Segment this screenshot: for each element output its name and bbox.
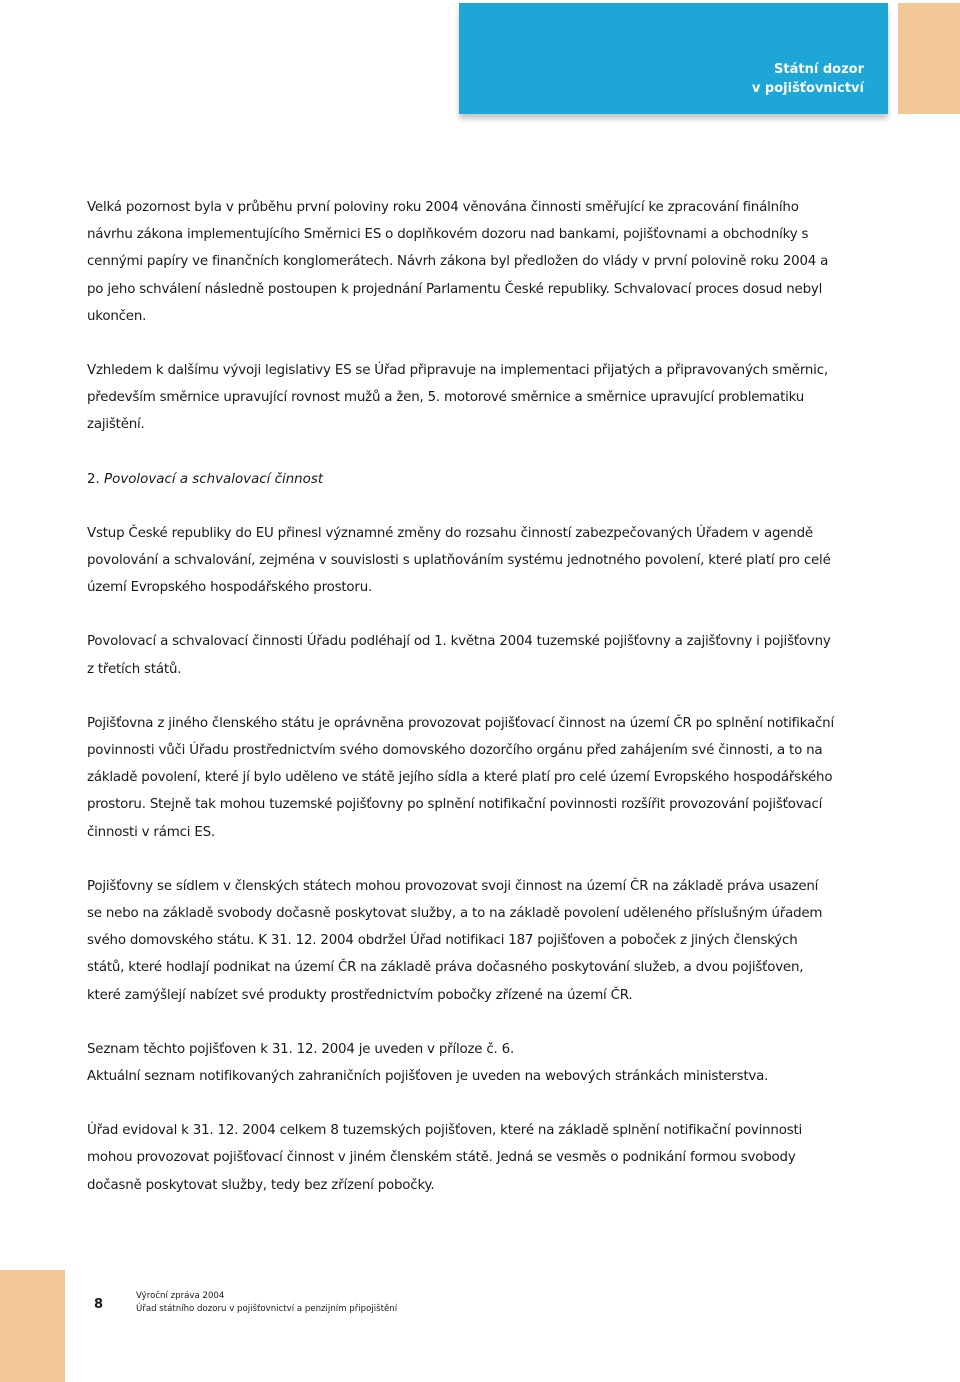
section-paragraph-2: Povolovací a schvalovací činnosti Úřadu podléhají od 1. května 2004 tuzemské pojišťovny a zajišťovny i pojišťovny z třetích států. bbox=[87, 634, 831, 677]
section-heading bbox=[87, 466, 835, 493]
footer-text bbox=[136, 1290, 397, 1316]
page-number: 8 bbox=[94, 1297, 104, 1312]
section-paragraph-1: Vstup České republiky do EU přinesl významné změny do rozsahu činností zabezpečovaných Úřadem v agendě povolování a schvalování, zejména v souvislosti s uplatňováním systému jednotného povolení, které platí pro celé území Evropského hospodářského prostoru. bbox=[87, 525, 831, 596]
side-tab bbox=[898, 3, 960, 114]
note-line-2: Aktuální seznam notifikovaných zahraničních pojišťoven je uveden na webových stránkách ministerstva. bbox=[87, 1069, 769, 1085]
note-line-1: Seznam těchto pojišťoven k 31. 12. 2004 je uveden v příloze č. 6. bbox=[87, 1041, 515, 1057]
footer-report-title: Výroční zpráva 2004 bbox=[136, 1291, 225, 1301]
paragraph-1: Velká pozornost byla v průběhu první poloviny roku 2004 věnována činnosti směřující ke zpracování finálního návrhu zákona implementujícího Směrnici ES o doplňkovém dozoru nad bankami, pojišťovnami a obchodníky s cennými papíry ve finančních konglomerátech. Návrh zákona byl předložen do vlády v první polovině roku 2004 a po jeho schválení následně postoupen k projednání Parlamentu České republiky. Schvalovací proces dosud nebyl ukončen. bbox=[87, 200, 829, 324]
main-content bbox=[87, 194, 835, 1199]
footer-organization: Úřad státního dozoru v pojišťovnictví a penzijním připojištění bbox=[136, 1304, 398, 1314]
footer-tab bbox=[0, 1270, 65, 1382]
header-title bbox=[752, 60, 864, 98]
final-paragraph: Úřad evidoval k 31. 12. 2004 celkem 8 tuzemských pojišťoven, které na základě splnění notifikační povinnosti mohou provozovat pojišťovací činnost v jiném členském státě. Jedná se vesměs o podnikání formou svobody dočasně poskytovat služby, tedy bez zřízení pobočky. bbox=[87, 1123, 803, 1193]
header-title-line2: v pojišťovnictví bbox=[751, 81, 864, 96]
section-number: 2. bbox=[87, 471, 100, 487]
header-title-line1: Státní dozor bbox=[774, 62, 864, 77]
section-paragraph-4: Pojišťovny se sídlem v členských státech mohou provozovat svoji činnost na území ČR na základě práva usazení se nebo na základě svobody dočasně poskytovat služby, a to na základě povolení uděleného příslušným úřadem svého domovského státu. K 31. 12. 2004 obdržel Úřad notifikaci 187 pojišťoven a poboček z jiných členských států, které hodlají podnikat na území ČR na základě práva dočasného poskytování služeb, a dvou pojišťoven, které zamýšlejí nabízet své produkty prostřednictvím pobočky zřízené na území ČR. bbox=[87, 878, 823, 1003]
header-banner bbox=[459, 3, 888, 114]
paragraph-2: Vzhledem k dalšímu vývoji legislativy ES se Úřad připravuje na implementaci přijatých a připravovaných směrnic, především směrnice upravující rovnost mužů a žen, 5. motorové směrnice a směrnice upravující problematiku zajištění. bbox=[87, 363, 828, 433]
section-paragraph-3: Pojišťovna z jiného členského státu je oprávněna provozovat pojišťovací činnost na území ČR po splnění notifikační povinnosti vůči Úřadu prostřednictvím svého domovského dozorčího orgánu před zahájením své činnosti, a to na základě povolení, které jí bylo uděleno ve státě jejího sídla a které platí pro celé území Evropského hospodářského prostoru. Stejně tak mohou tuzemské pojišťovny po splnění notifikační povinnosti rozšířit provozování pojišťovací činnosti v rámci ES. bbox=[87, 715, 834, 840]
section-title: Povolovací a schvalovací činnost bbox=[104, 471, 324, 487]
